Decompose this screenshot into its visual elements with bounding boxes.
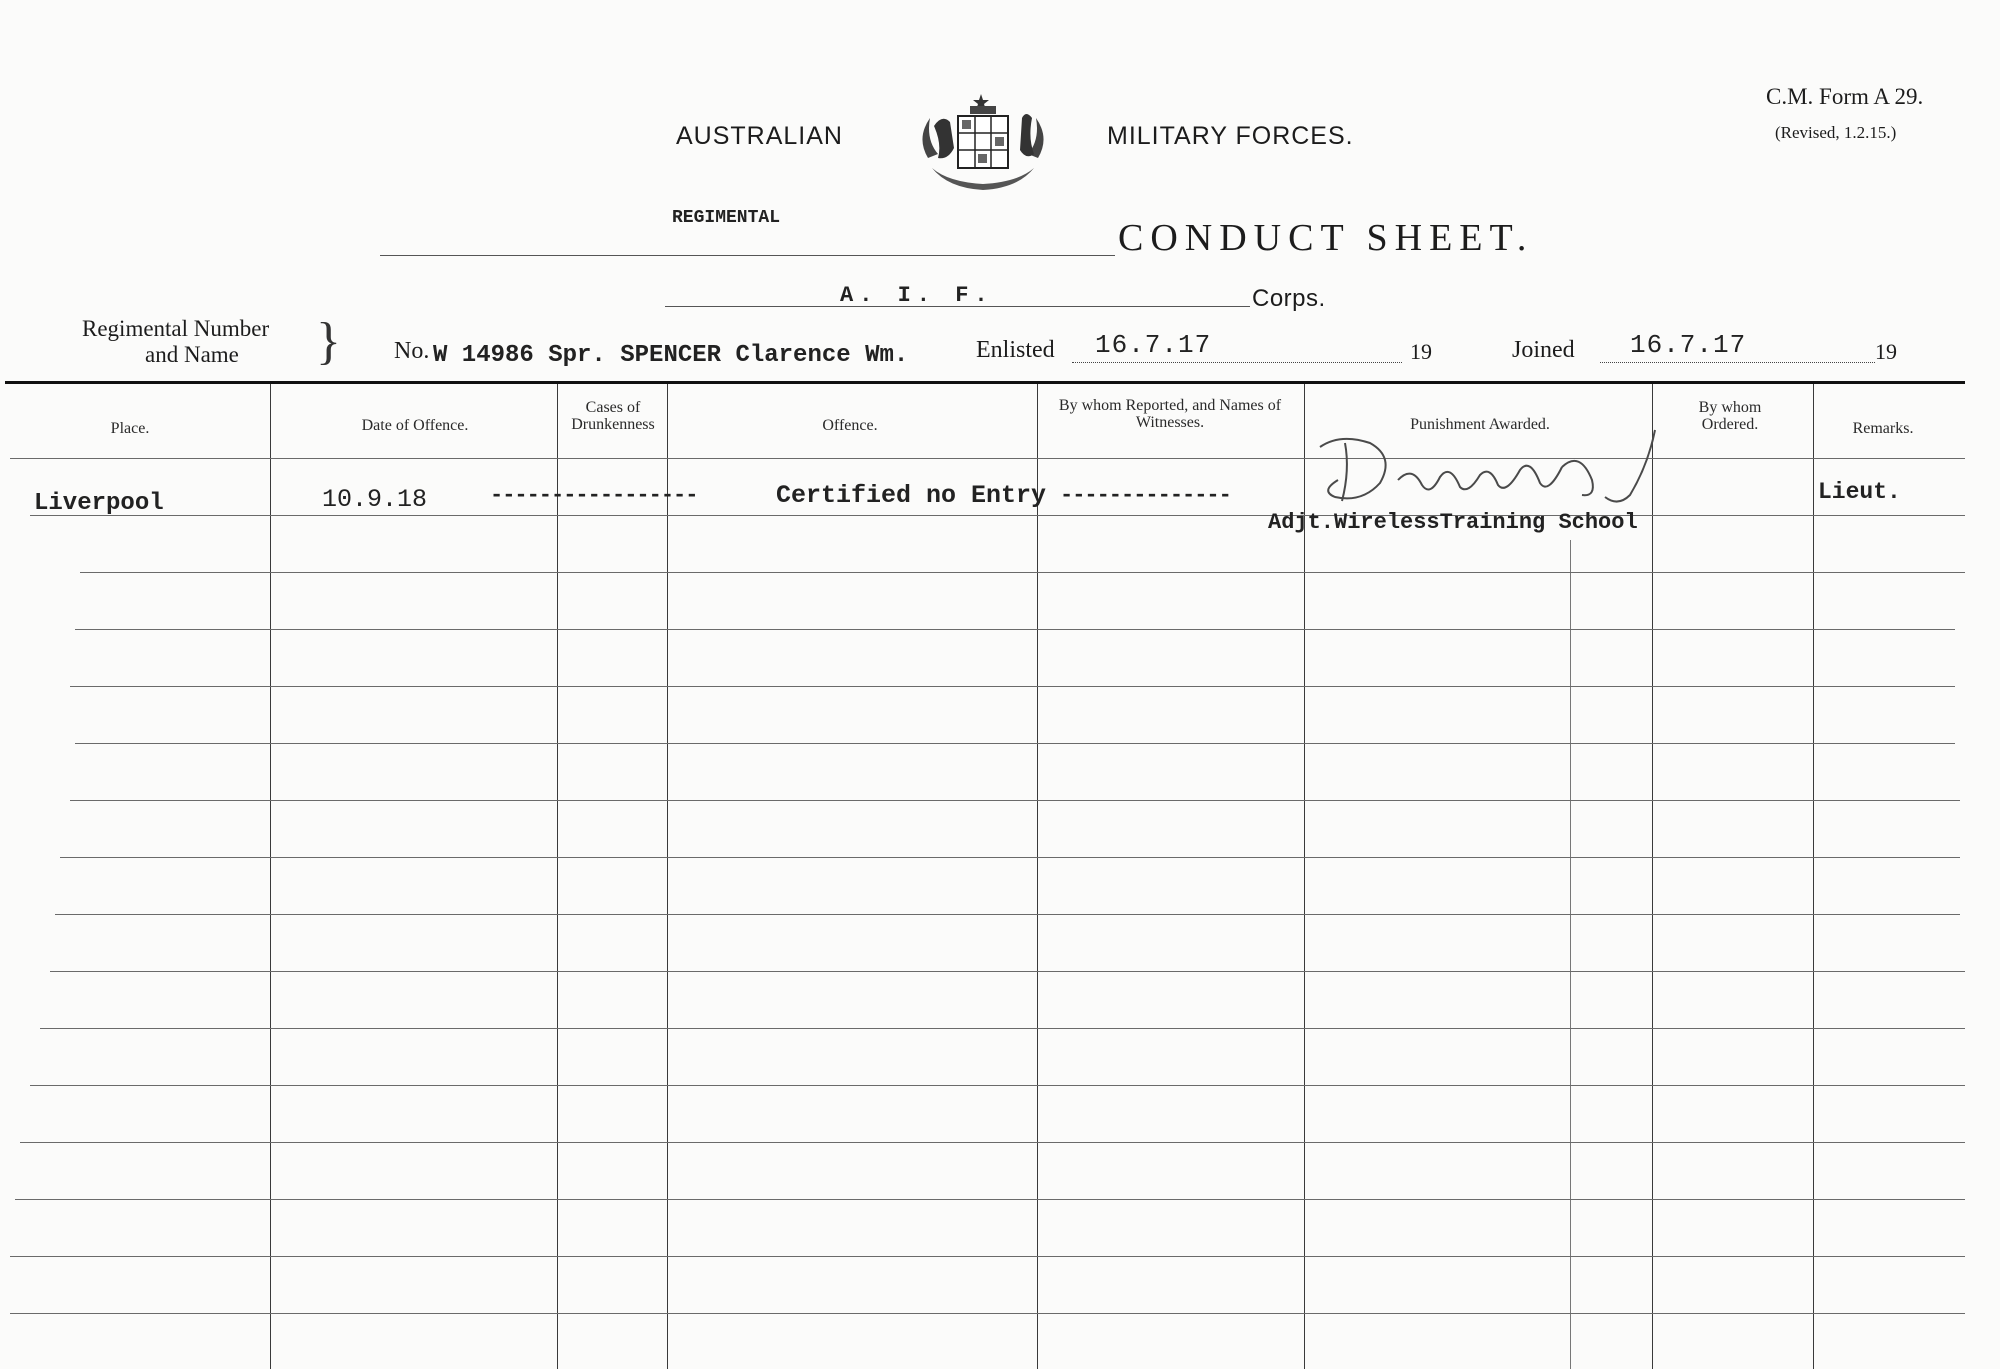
col-header-ordered: By whom Ordered. [1698, 399, 1762, 433]
table-row-line [10, 1256, 1965, 1257]
col-divider [1813, 384, 1814, 1369]
form-number: C.M. Form A 29. [1766, 84, 1924, 109]
entry-signatory-unit: Adjt.WirelessTraining School [1268, 510, 1638, 535]
header-australian: AUSTRALIAN [676, 122, 843, 150]
name-label: and Name [145, 342, 239, 367]
col-subdivider [1570, 540, 1571, 1369]
table-row-line [55, 914, 1960, 915]
corps-value: A. I. F. [840, 283, 994, 308]
col-header-remarks: Remarks. [1852, 420, 1914, 437]
entry-dashes-left: ----------------- [490, 483, 698, 508]
table-row-line [75, 743, 1955, 744]
table-row-line [15, 1199, 1965, 1200]
no-prefix: No. [394, 338, 430, 364]
enlisted-label: Enlisted [976, 337, 1055, 363]
col-header-punishment: Punishment Awarded. [1410, 416, 1550, 433]
soldier-number-name: W 14986 Spr. SPENCER Clarence Wm. [433, 342, 909, 369]
col-divider [270, 384, 271, 1369]
joined-year-prefix: 19 [1875, 339, 1897, 364]
col-header-date: Date of Offence. [361, 417, 469, 434]
table-row-line [50, 971, 1965, 972]
col-header-place: Place. [110, 420, 150, 437]
signature-icon [1300, 425, 1700, 520]
joined-label: Joined [1512, 337, 1575, 363]
sheet-type-line [380, 255, 1115, 256]
entry-offence: Certified no Entry [776, 481, 1047, 510]
form-revision: (Revised, 1.2.15.) [1775, 123, 1897, 142]
col-divider [557, 384, 558, 1369]
table-row-line [20, 1142, 1965, 1143]
table-row-line [30, 1085, 1965, 1086]
coat-of-arms-icon [908, 88, 1058, 196]
table-row-line [10, 1313, 1965, 1314]
table-row-line [80, 572, 1965, 573]
regimental-stamp: REGIMENTAL [672, 208, 781, 228]
bracket-icon: } [316, 313, 341, 370]
table-row-line [70, 686, 1955, 687]
entry-dashes-right: -------------- [1060, 483, 1231, 508]
col-header-reported: By whom Reported, and Names of Witnesses. [1058, 397, 1282, 431]
entry-place: Liverpool [34, 490, 164, 517]
col-divider [1652, 384, 1653, 1369]
corps-line [665, 306, 1250, 307]
table-row-line [75, 629, 1955, 630]
col-divider [667, 384, 668, 1369]
entry-rank: Lieut. [1818, 479, 1901, 505]
enlisted-year-prefix: 19 [1410, 339, 1432, 364]
table-row-line [60, 857, 1960, 858]
joined-line [1600, 362, 1875, 363]
col-header-offence: Offence. [822, 417, 878, 434]
joined-date: 16.7.17 [1630, 330, 1747, 360]
regimental-number-label: Regimental Number [82, 316, 270, 341]
enlisted-date: 16.7.17 [1095, 330, 1212, 360]
header-military-forces: MILITARY FORCES. [1107, 122, 1354, 150]
col-divider [1037, 384, 1038, 1369]
enlisted-line [1072, 362, 1402, 363]
table-row-line [40, 1028, 1965, 1029]
table-top-rule [5, 381, 1965, 384]
col-header-drunkenness: Cases of Drunkenness [571, 399, 655, 433]
corps-label: Corps. [1252, 285, 1326, 312]
table-row-line [70, 800, 1960, 801]
entry-date: 10.9.18 [322, 485, 428, 514]
conduct-sheet-title: CONDUCT SHEET. [1118, 217, 1534, 259]
